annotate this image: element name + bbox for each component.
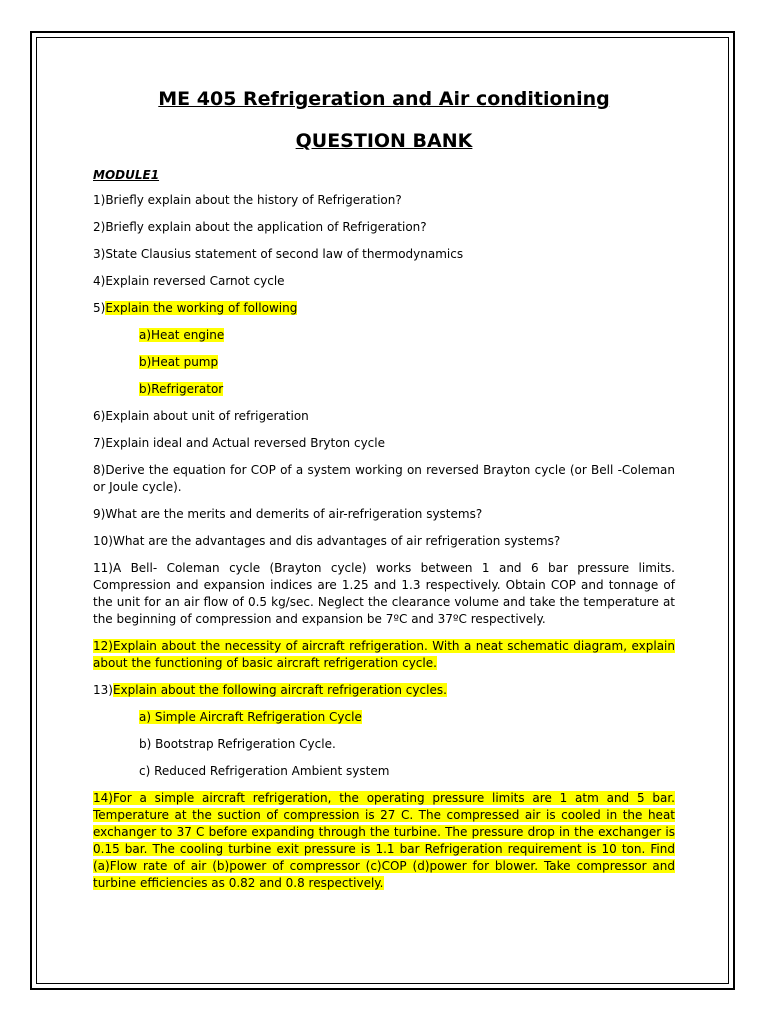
question-11: 11)A Bell- Coleman cycle (Brayton cycle) works between 1 and 6 bar pressure limits. Compression and expansion indices are 1.25 and 1.3 respectively. Obtain COP and tonnage of the unit for an air flow of 0.5 kg/sec. Neglect the clearance volume and take the temperature at the beginning of compression and expansion be 7ºC and 37ºC respectively.	[93, 561, 675, 626]
question-14-text: 14)For a simple aircraft refrigeration, the operating pressure limits are 1 atm and 5 bar. Temperature at the suction of compression is 27 C. The compressed air is cooled in the heat exchanger to 37 C before expanding through the turbine. The pressure drop in the exchanger is 0.15 bar. The cooling turbine exit pressure is 1.1 bar Refrigeration requirement is 10 ton. Find (a)Flow rate of air (b)power of compressor (c)COP (d)power for blower. Take compressor and turbine efficiencies as 0.82 and 0.8 respectively.	[93, 791, 675, 890]
question-3: 3)State Clausius statement of second law of thermodynamics	[93, 247, 464, 261]
question-6: 6)Explain about unit of refrigeration	[93, 409, 309, 423]
question-5a-text: a)Heat engine	[139, 328, 225, 342]
question-5	[93, 300, 675, 317]
question-2: 2)Briefly explain about the application of Refrigeration?	[93, 220, 427, 234]
question-5a	[93, 327, 675, 344]
question-10: 10)What are the advantages and dis advantages of air refrigeration systems?	[93, 534, 561, 548]
question-4: 4)Explain reversed Carnot cycle	[93, 274, 285, 288]
question-13a-text: a) Simple Aircraft Refrigeration Cycle	[139, 710, 362, 724]
document-subtitle: QUESTION BANK	[295, 130, 473, 152]
question-1: 1)Briefly explain about the history of Refrigeration?	[93, 193, 402, 207]
question-13c: c) Reduced Refrigeration Ambient system	[139, 764, 390, 778]
module-heading: MODULE1	[93, 168, 160, 182]
question-5b	[93, 354, 675, 371]
question-12	[93, 638, 675, 672]
question-13-text: Explain about the following aircraft refrigeration cycles.	[112, 683, 447, 697]
question-5c	[93, 381, 675, 398]
question-7: 7)Explain ideal and Actual reversed Bryton cycle	[93, 436, 385, 450]
question-13-number: 13)	[93, 683, 113, 697]
question-5b-text: b)Heat pump	[139, 355, 219, 369]
question-13b: b) Bootstrap Refrigeration Cycle.	[139, 737, 336, 751]
document-title: ME 405 Refrigeration and Air conditioning	[158, 88, 610, 110]
question-8: 8)Derive the equation for COP of a system working on reversed Brayton cycle (or Bell -Coleman or Joule cycle).	[93, 463, 675, 494]
question-5c-text: b)Refrigerator	[139, 382, 224, 396]
question-13a	[93, 709, 675, 726]
question-9: 9)What are the merits and demerits of air-refrigeration systems?	[93, 507, 483, 521]
question-5-number: 5)	[93, 301, 106, 315]
question-12-text: 12)Explain about the necessity of aircraft refrigeration. With a neat schematic diagram, explain about the functioning of basic aircraft refrigeration cycle.	[93, 639, 675, 670]
question-5-text: Explain the working of following	[105, 301, 298, 315]
question-14	[93, 790, 675, 892]
question-13	[93, 682, 675, 699]
document-content	[93, 86, 675, 892]
